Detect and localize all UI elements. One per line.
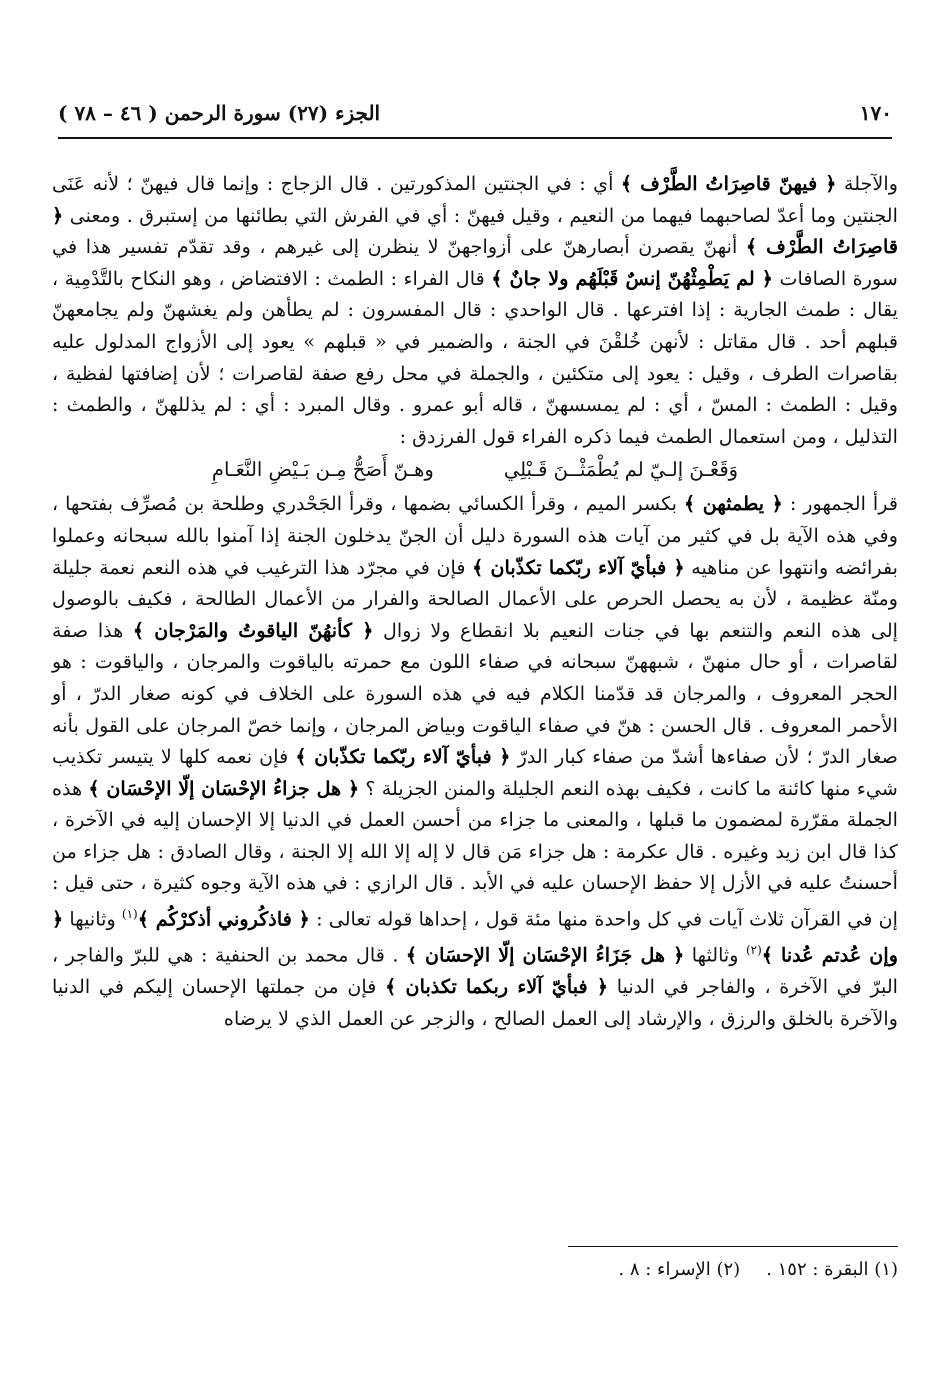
quran-verse: ﴿ فبأيّ آلاء ربكما تكذبان ﴾ [385,975,609,999]
paragraph-1: والآجلة ﴿ فيهنّ قاصِرَاتُ الطَّرْف ﴾ أي : في الجنتين المذكورتين . قال الزجاج : وإنما قال فيهنّ ؛ لأنه عَنَى الجنتين وما أعدّ لصاحبهما فيهما من النعيم ، وقيل فيهنّ : أي في الفرش التي بطائنها من إستبرق . ومعنى ﴿ قاصِرَاتُ الطَّرْف ﴾ أنهنّ يقصرن أبصارهنّ على أزواجهنّ لا ينظرن إلى غيرهم ، وقد تقدّم تفسير هذا في سورة الصافات ﴿ لم يَطْمِثْهُنّ إنسٌ قَبْلَهُم ولا جانٌ ﴾ قال الفراء : الطمث : الافتضاض ، وهو النكاح بالتَّدْمِية ، يقال : طمث الجارية : إذا افترعها . قال الواحدي : قال المفسرون : لم يطأهن ولم يغشهنّ ولم يجامعهنّ قبلهم أحد . قال مقاتل : لأنهن خُلقْنَ في الجنة ، والضمير في « قبلهم » يعود إلى الأزواج المدلول عليه بقاصرات الطرف ، وقيل : يعود إلى متكئين ، والجملة في محل رفع صفة لقاصرات ؛ لأن إضافتها لفظية ، وقيل : الطمث : المسّ ، أي : لم يمسسهنّ ، قاله أبو عمرو . وقال المبرد : أي : لم يذللهنّ ، والطمث : التذليل ، ومن استعمال الطمث فيما ذكره الفراء قول الفرزدق : [52,172,899,448]
poem-hemistich-first: وَقَعْـنَ إلـيّ لم يُطْمَثْــنَ قَـبْلِي [503,458,739,482]
quran-verse: ﴿ فيهنّ قاصِرَاتُ الطَّرْف ﴾ [620,172,837,195]
footnote-ref: (١) [121,907,138,922]
section-title: الجزء (٢٧) سورة الرحمن ( ٤٦ – ٧٨ ) [58,101,381,125]
quran-verse: ﴿ كأنهُنّ الياقوتُ والمَرْجان ﴾ [132,618,374,642]
running-header [58,96,892,130]
poetry-verse [52,452,898,488]
quran-verse: ﴿ يطمثهن ﴾ [683,492,783,516]
poem-hemistich-second: وهـنّ أَصَحُّ مِـن بَـيْضِ النَّعَـامِ [211,458,434,482]
paragraph-2: قرأ الجمهور : ﴿ يطمثهن ﴾ بكسر الميم ، وقرأ الكسائي بضمها ، وقرأ الجَحْدري وطلحة بن مُصرِّف بفتحها ، وفي هذه الآية بل في كثير من آيات هذه السورة دليل أن الجنّ يدخلون الجنة إذا آمنوا بالله سبحانه وعملوا بفرائضه وانتهوا عن مناهيه ﴿ فبأيّ آلاء ربّكما تكذّبان ﴾ فإن في مجرّد هذا الترغيب في هذه النعم نعمة جليلة ومنّة عظيمة ، لأن به يحصل الحرص على الأعمال الصالحة والفرار من الأعمال الطالحة ، فكيف بالوصول إلى هذه النعم والتنعم بها في جنات النعيم بلا انقطاع ولا زوال ﴿ كأنهُنّ الياقوتُ والمَرْجان ﴾ هذا صفة لقاصرات ، أو حال منهنّ ، شبههنّ سبحانه في صفاء اللون مع حمرته بالياقوت والمرجان ، والياقوت : هو الحجر المعروف ، والمرجان قد قدّمنا الكلام فيه في هذه السورة على الخلاف في كونه صغار الدرّ ، أو الأحمر المعروف . قال الحسن : هنّ في صفاء الياقوت وبياض المرجان ، وإنما خصّ المرجان على القول بأنه صغار الدرّ ؛ لأن صفاءها أشدّ من صفاء كبار الدرّ ﴿ فبأيّ آلاء ربّكما تكذّبان ﴾ فإن نعمه كلها لا يتيسر تكذيب شيء منها كائنة ما كانت ، فكيف بهذه النعم الجليلة والمنن الجزيلة ؟ ﴿ هل جزاءُ الإحْسَان إلّا الإحْسَان ﴾ هذه الجملة مقرّرة لمضمون ما قبلها ، والمعنى ما جزاء من أحسن العمل في الدنيا إلا الإحسان إليه في الآخرة ، كذا قال ابن زيد وغيره . قال عكرمة : هل جزاء مَن قال لا إله إلا الله إلا الجنة ، وقال الصادق : هل جزاء من أحسنتُ عليه في الأزل إلا حفظ الإحسان عليه في الأبد . قال الرازي : في هذه الآية وجوه كثيرة ، حتى قيل : إن في القرآن ثلاث آيات في كل واحدة منها مئة قول ، إحداها قوله تعالى : ﴿ فاذكُروني أذكرْكُم ﴾$^{(١)}$ وثانيها ﴿ وإن عُدتم عُدنا ﴾$^{(٢)}$ وثالثها ﴿ هل جَزَاءُ الإحْسَان إلّا الإحسَان ﴾ . قال محمد بن الحنفية : هي للبرّ والفاجر ، البرّ في الآخرة ، والفاجر في الدنيا ﴿ فبأيّ آلاء ربكما تكذبان ﴾ فإن من جملتها الإحسان إليكم في الدنيا والآخرة بالخلق والرزق ، والإرشاد إلى العمل الصالح ، والزجر عن العمل الذي لا يرضاه [52,492,899,1030]
quran-verse: ﴿ فاذكُروني أذكرْكُم ﴾ [137,907,310,931]
quran-verse: ﴿ فبأيّ آلاء ربّكما تكذّبان ﴾ [295,745,511,769]
quran-verse: ﴿ وإن عُدتم عُدنا ﴾ [52,907,898,967]
footnote-2: (٢) الإسراء : ٨ . [618,1259,741,1280]
main-text [52,168,898,1034]
quran-verse: ﴿ هل جزاءُ الإحْسَان إلّا الإحْسَان ﴾ [88,776,360,800]
quran-verse: ﴿ هل جَزَاءُ الإحْسَان إلّا الإحسَان ﴾ [405,943,685,967]
page-number: ١٧٠ [859,101,892,125]
quran-verse: ﴿ فبأيّ آلاء ربّكما تكذّبان ﴾ [472,555,685,579]
footnotes [568,1246,898,1283]
footnote-ref: (٢) [745,943,762,958]
quran-verse: ﴿ قاصِرَاتُ الطَّرْف ﴾ [52,203,898,259]
quran-verse: ﴿ لم يَطْمِثْهُنّ إنسٌ قَبْلَهُم ولا جانٌ ﴾ [491,266,774,290]
footnote-1: (١) البقرة : ١٥٢ . [766,1259,898,1280]
header-divider [58,137,892,139]
